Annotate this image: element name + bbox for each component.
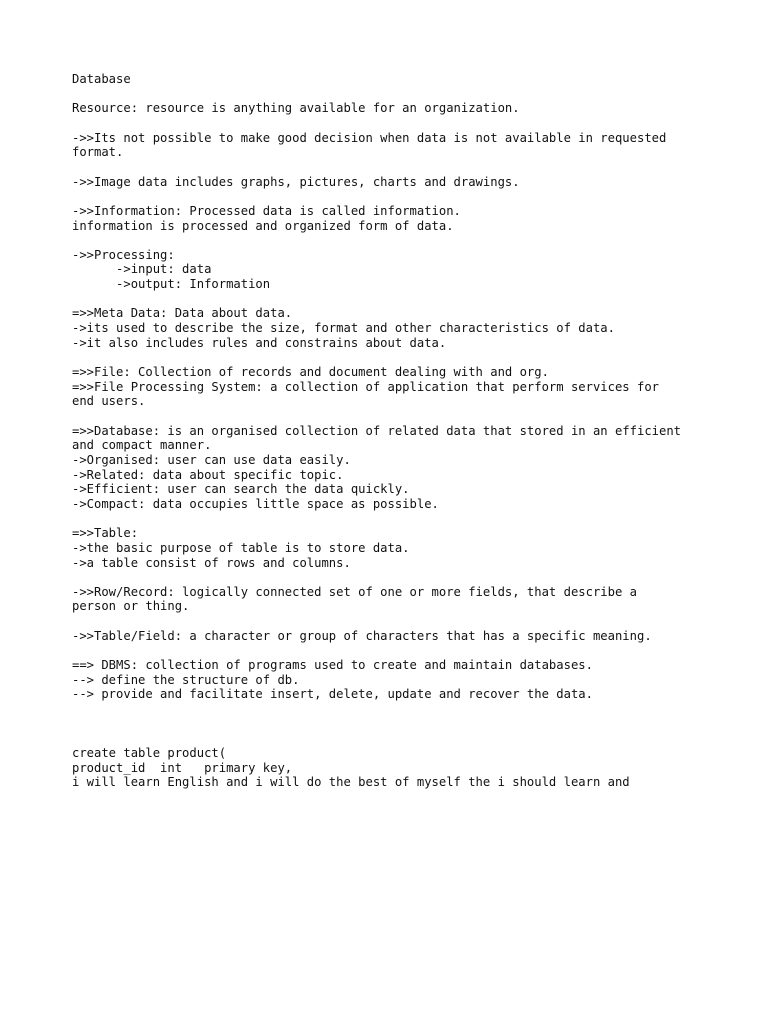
text-line: =>>File Processing System: a collection of application that perform services for: [72, 379, 659, 394]
text-line: ->>Row/Record: logically connected set of one or more fields, that describe a: [72, 584, 637, 599]
text-line: ->it also includes rules and constrains about data.: [72, 335, 447, 350]
text-line: ->the basic purpose of table is to store data.: [72, 540, 410, 555]
text-line: [72, 350, 732, 365]
text-line: ->>Image data includes graphs, pictures, charts and drawings.: [72, 174, 520, 189]
text-line: ->a table consist of rows and columns.: [72, 555, 351, 570]
text-line: [72, 614, 732, 629]
text-line: person or thing.: [72, 599, 190, 614]
text-line: create table product(: [72, 745, 227, 760]
text-line: ->Related: data about specific topic.: [72, 467, 344, 482]
text-line: =>>Table:: [72, 526, 139, 541]
text-line: ->Efficient: user can search the data quickly.: [72, 482, 410, 497]
text-line: product_id int primary key,: [72, 760, 293, 775]
text-line: [72, 570, 732, 585]
text-line: [72, 702, 732, 717]
text-line: ==> DBMS: collection of programs used to create and maintain databases.: [72, 658, 593, 673]
text-line: [72, 116, 732, 131]
text-line: format.: [72, 145, 124, 160]
text-line: [72, 160, 732, 175]
document-page: [72, 72, 732, 790]
text-line: end users.: [72, 394, 146, 409]
text-line: [72, 731, 732, 746]
text-line: Resource: resource is anything available for an organization.: [72, 101, 520, 116]
text-line: [72, 233, 732, 248]
text-line: [72, 643, 732, 658]
text-line: [72, 292, 732, 307]
text-line: [72, 717, 732, 732]
text-line: [72, 409, 732, 424]
text-line: [72, 512, 732, 527]
text-line: =>>Meta Data: Data about data.: [72, 306, 293, 321]
text-line: ->Organised: user can use data easily.: [72, 452, 351, 467]
text-line: [72, 87, 732, 102]
text-line: information is processed and organized form of data.: [72, 218, 454, 233]
text-line: ->>Processing:: [72, 247, 175, 262]
text-line: [72, 189, 732, 204]
text-line: --> define the structure of db.: [72, 672, 300, 687]
text-line: and compact manner.: [72, 438, 212, 453]
text-line: ->input: data: [72, 262, 212, 277]
text-line: ->>Information: Processed data is called information.: [72, 203, 461, 218]
text-line: ->>Table/Field: a character or group of characters that has a specific meaning.: [72, 628, 652, 643]
text-line: ->its used to describe the size, format and other characteristics of data.: [72, 321, 615, 336]
text-line: ->>Its not possible to make good decision when data is not available in requested: [72, 130, 667, 145]
text-line: Database: [72, 72, 131, 86]
text-line: ->Compact: data occupies little space as possible.: [72, 496, 439, 511]
text-line: --> provide and facilitate insert, delete, update and recover the data.: [72, 687, 593, 702]
text-line: i will learn English and i will do the best of myself the i should learn and: [72, 775, 630, 790]
text-line: ->output: Information: [72, 277, 271, 292]
text-line: =>>Database: is an organised collection of related data that stored in an efficient: [72, 423, 682, 438]
text-line: =>>File: Collection of records and document dealing with and org.: [72, 365, 549, 380]
